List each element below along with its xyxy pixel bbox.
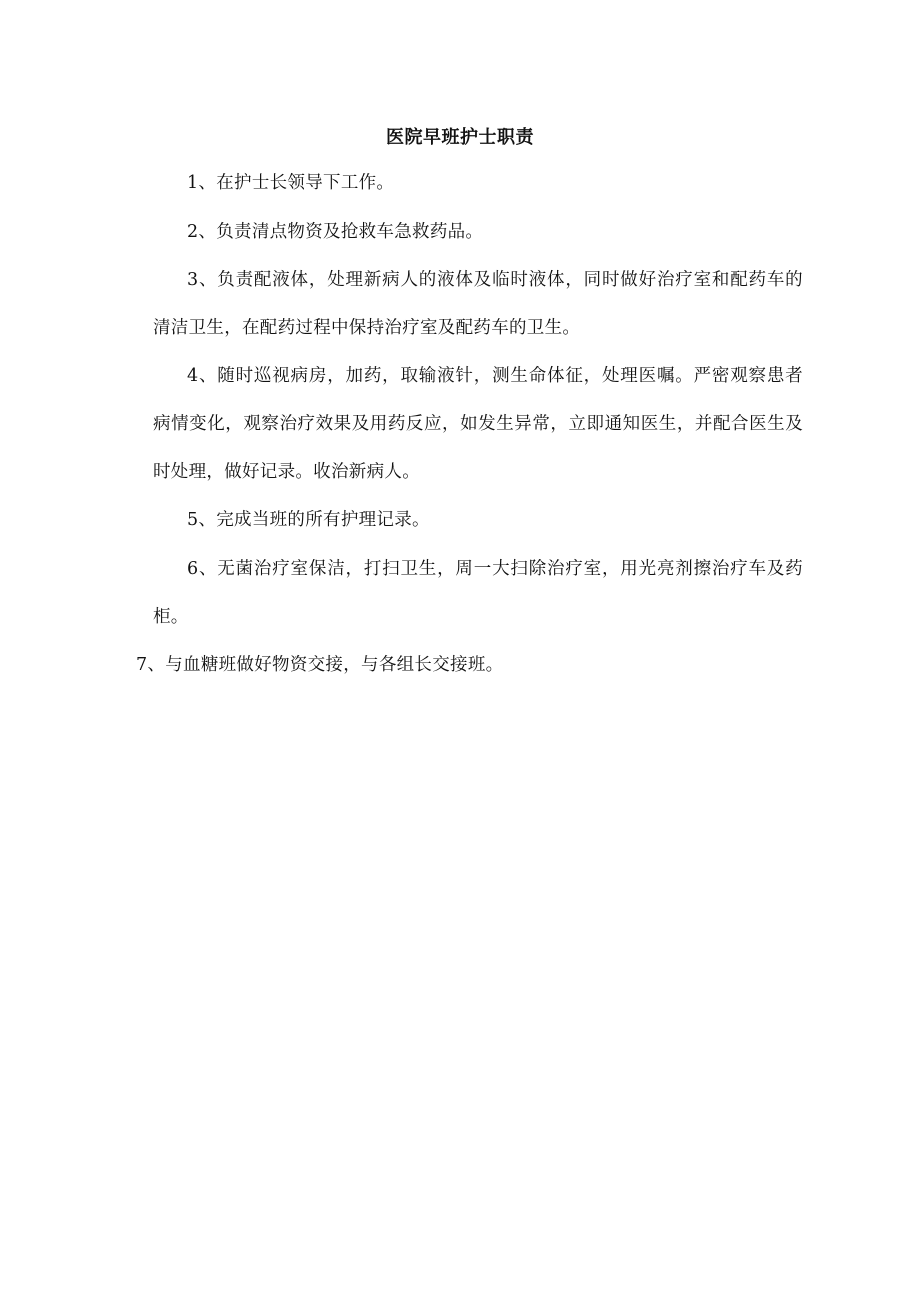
duty-item-4: 4、随时巡视病房，加药，取输液针，测生命体征，处理医嘱。严密观察患者病情变化，观察治疗效果及用药反应，如发生异常，立即通知医生，并配合医生及时处理，做好记录。收治新病人。 (153, 366, 803, 482)
duty-item-3: 3、负责配液体，处理新病人的液体及临时液体，同时做好治疗室和配药车的清洁卫生，在配药过程中保持治疗室及配药车的卫生。 (153, 270, 803, 338)
duty-item-6: 6、无菌治疗室保洁，打扫卫生，周一大扫除治疗室，用光亮剂擦治疗车及药柜。 (153, 559, 803, 627)
duty-item-1: 1、在护士长领导下工作。 (187, 173, 395, 193)
duty-item-7: 7、与血糖班做好物资交接，与各组长交接班。 (136, 655, 504, 675)
duty-item-2: 2、负责清点物资及抢救车急救药品。 (187, 222, 484, 242)
duty-item-5: 5、完成当班的所有护理记录。 (187, 510, 430, 530)
document-title: 医院早班护士职责 (386, 127, 534, 148)
